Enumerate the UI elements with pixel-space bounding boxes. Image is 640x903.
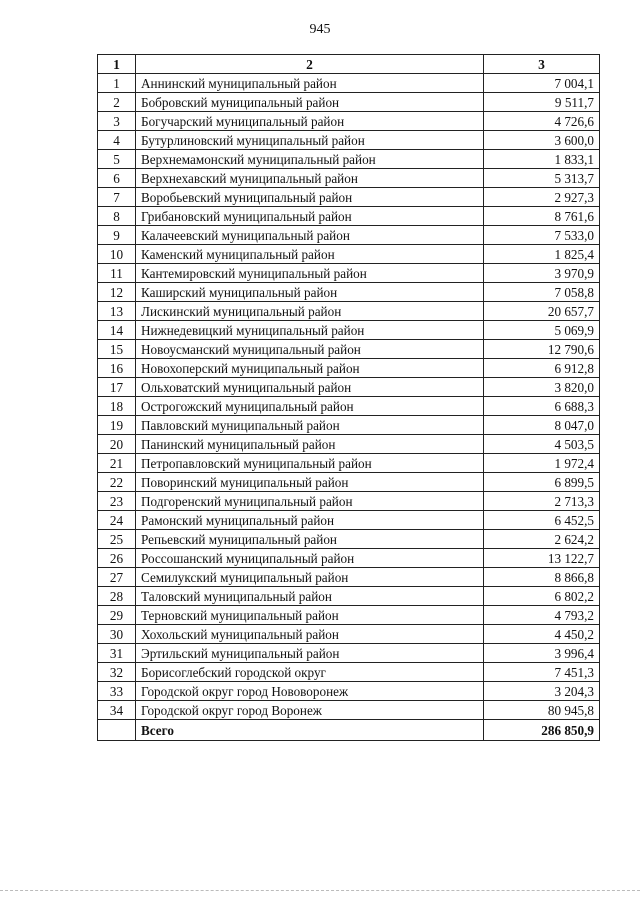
row-name: Павловский муниципальный район (136, 416, 484, 435)
table-row (98, 587, 600, 606)
row-name: Рамонский муниципальный район (136, 511, 484, 530)
row-number: 17 (98, 378, 136, 397)
row-name: Аннинский муниципальный район (136, 74, 484, 93)
row-value: 8 761,6 (484, 207, 600, 226)
row-value: 1 833,1 (484, 150, 600, 169)
row-number: 1 (98, 74, 136, 93)
row-value: 6 912,8 (484, 359, 600, 378)
table-row (98, 131, 600, 150)
table-row (98, 454, 600, 473)
row-name: Лискинский муниципальный район (136, 302, 484, 321)
table-row (98, 74, 600, 93)
row-name: Таловский муниципальный район (136, 587, 484, 606)
row-name: Верхнехавский муниципальный район (136, 169, 484, 188)
page-bottom-divider (0, 890, 640, 891)
row-value: 4 793,2 (484, 606, 600, 625)
table-row (98, 568, 600, 587)
row-name: Бутурлиновский муниципальный район (136, 131, 484, 150)
row-number: 9 (98, 226, 136, 245)
row-value: 2 713,3 (484, 492, 600, 511)
row-value: 8 866,8 (484, 568, 600, 587)
row-name: Новохоперский муниципальный район (136, 359, 484, 378)
row-value: 3 970,9 (484, 264, 600, 283)
table-row (98, 150, 600, 169)
total-number-cell (98, 720, 136, 741)
table-row (98, 435, 600, 454)
row-name: Подгоренский муниципальный район (136, 492, 484, 511)
column-header-name: 2 (136, 55, 484, 74)
row-number: 19 (98, 416, 136, 435)
row-value: 4 450,2 (484, 625, 600, 644)
row-name: Калачеевский муниципальный район (136, 226, 484, 245)
total-value: 286 850,9 (484, 720, 600, 741)
row-name: Новоусманский муниципальный район (136, 340, 484, 359)
row-value: 12 790,6 (484, 340, 600, 359)
row-number: 33 (98, 682, 136, 701)
row-name: Воробьевский муниципальный район (136, 188, 484, 207)
row-value: 7 058,8 (484, 283, 600, 302)
table-row (98, 530, 600, 549)
row-number: 27 (98, 568, 136, 587)
row-name: Грибановский муниципальный район (136, 207, 484, 226)
table-row (98, 701, 600, 720)
row-name: Ольховатский муниципальный район (136, 378, 484, 397)
column-header-value: 3 (484, 55, 600, 74)
row-name: Борисоглебский городской округ (136, 663, 484, 682)
table-header-row (98, 55, 600, 74)
row-name: Репьевский муниципальный район (136, 530, 484, 549)
row-number: 20 (98, 435, 136, 454)
row-name: Хохольский муниципальный район (136, 625, 484, 644)
row-value: 5 313,7 (484, 169, 600, 188)
table-row (98, 93, 600, 112)
table-row (98, 682, 600, 701)
row-name: Поворинский муниципальный район (136, 473, 484, 492)
row-name: Петропавловский муниципальный район (136, 454, 484, 473)
page-number: 945 (309, 22, 331, 37)
row-value: 4 726,6 (484, 112, 600, 131)
row-name: Семилукский муниципальный район (136, 568, 484, 587)
table-row (98, 321, 600, 340)
table-row (98, 226, 600, 245)
column-header-number: 1 (98, 55, 136, 74)
row-value: 2 624,2 (484, 530, 600, 549)
row-number: 23 (98, 492, 136, 511)
table-row (98, 511, 600, 530)
row-number: 11 (98, 264, 136, 283)
row-number: 6 (98, 169, 136, 188)
row-number: 31 (98, 644, 136, 663)
table-row (98, 606, 600, 625)
row-number: 16 (98, 359, 136, 378)
table-row (98, 207, 600, 226)
row-name: Городской округ город Воронеж (136, 701, 484, 720)
row-number: 21 (98, 454, 136, 473)
row-number: 4 (98, 131, 136, 150)
row-number: 30 (98, 625, 136, 644)
table-row (98, 188, 600, 207)
row-value: 2 927,3 (484, 188, 600, 207)
row-number: 28 (98, 587, 136, 606)
row-name: Эртильский муниципальный район (136, 644, 484, 663)
table-row (98, 245, 600, 264)
row-value: 6 452,5 (484, 511, 600, 530)
row-value: 6 899,5 (484, 473, 600, 492)
row-value: 13 122,7 (484, 549, 600, 568)
row-name: Россошанский муниципальный район (136, 549, 484, 568)
row-name: Острогожский муниципальный район (136, 397, 484, 416)
total-row (98, 720, 600, 741)
row-number: 15 (98, 340, 136, 359)
table-row (98, 644, 600, 663)
total-label: Всего (136, 720, 484, 741)
row-number: 26 (98, 549, 136, 568)
row-value: 80 945,8 (484, 701, 600, 720)
table-row (98, 416, 600, 435)
table-row (98, 340, 600, 359)
table-row (98, 473, 600, 492)
row-number: 10 (98, 245, 136, 264)
row-name: Каменский муниципальный район (136, 245, 484, 264)
table-body (98, 74, 600, 720)
row-value: 3 600,0 (484, 131, 600, 150)
row-name: Терновский муниципальный район (136, 606, 484, 625)
row-value: 1 825,4 (484, 245, 600, 264)
row-value: 1 972,4 (484, 454, 600, 473)
row-name: Городской округ город Нововоронеж (136, 682, 484, 701)
row-value: 4 503,5 (484, 435, 600, 454)
row-number: 12 (98, 283, 136, 302)
row-value: 9 511,7 (484, 93, 600, 112)
row-number: 7 (98, 188, 136, 207)
row-name: Кантемировский муниципальный район (136, 264, 484, 283)
table-row (98, 492, 600, 511)
row-number: 18 (98, 397, 136, 416)
table-row (98, 283, 600, 302)
row-value: 6 802,2 (484, 587, 600, 606)
table-row (98, 549, 600, 568)
table-row (98, 359, 600, 378)
row-value: 20 657,7 (484, 302, 600, 321)
table-row (98, 264, 600, 283)
row-number: 32 (98, 663, 136, 682)
row-name: Каширский муниципальный район (136, 283, 484, 302)
row-number: 24 (98, 511, 136, 530)
row-value: 6 688,3 (484, 397, 600, 416)
row-value: 7 533,0 (484, 226, 600, 245)
table-row (98, 302, 600, 321)
table-row (98, 112, 600, 131)
row-value: 8 047,0 (484, 416, 600, 435)
row-number: 3 (98, 112, 136, 131)
row-number: 29 (98, 606, 136, 625)
row-name: Бобровский муниципальный район (136, 93, 484, 112)
row-number: 22 (98, 473, 136, 492)
table-row (98, 397, 600, 416)
row-value: 7 004,1 (484, 74, 600, 93)
row-value: 3 996,4 (484, 644, 600, 663)
row-number: 2 (98, 93, 136, 112)
row-number: 8 (98, 207, 136, 226)
row-name: Верхнемамонский муниципальный район (136, 150, 484, 169)
row-number: 14 (98, 321, 136, 340)
row-number: 5 (98, 150, 136, 169)
table-row (98, 378, 600, 397)
allocation-table (97, 54, 600, 741)
row-value: 3 204,3 (484, 682, 600, 701)
row-value: 5 069,9 (484, 321, 600, 340)
row-name: Нижнедевицкий муниципальный район (136, 321, 484, 340)
row-name: Богучарский муниципальный район (136, 112, 484, 131)
table-row (98, 663, 600, 682)
row-value: 7 451,3 (484, 663, 600, 682)
row-name: Панинский муниципальный район (136, 435, 484, 454)
row-number: 34 (98, 701, 136, 720)
table-row (98, 625, 600, 644)
row-number: 13 (98, 302, 136, 321)
row-value: 3 820,0 (484, 378, 600, 397)
row-number: 25 (98, 530, 136, 549)
table-row (98, 169, 600, 188)
